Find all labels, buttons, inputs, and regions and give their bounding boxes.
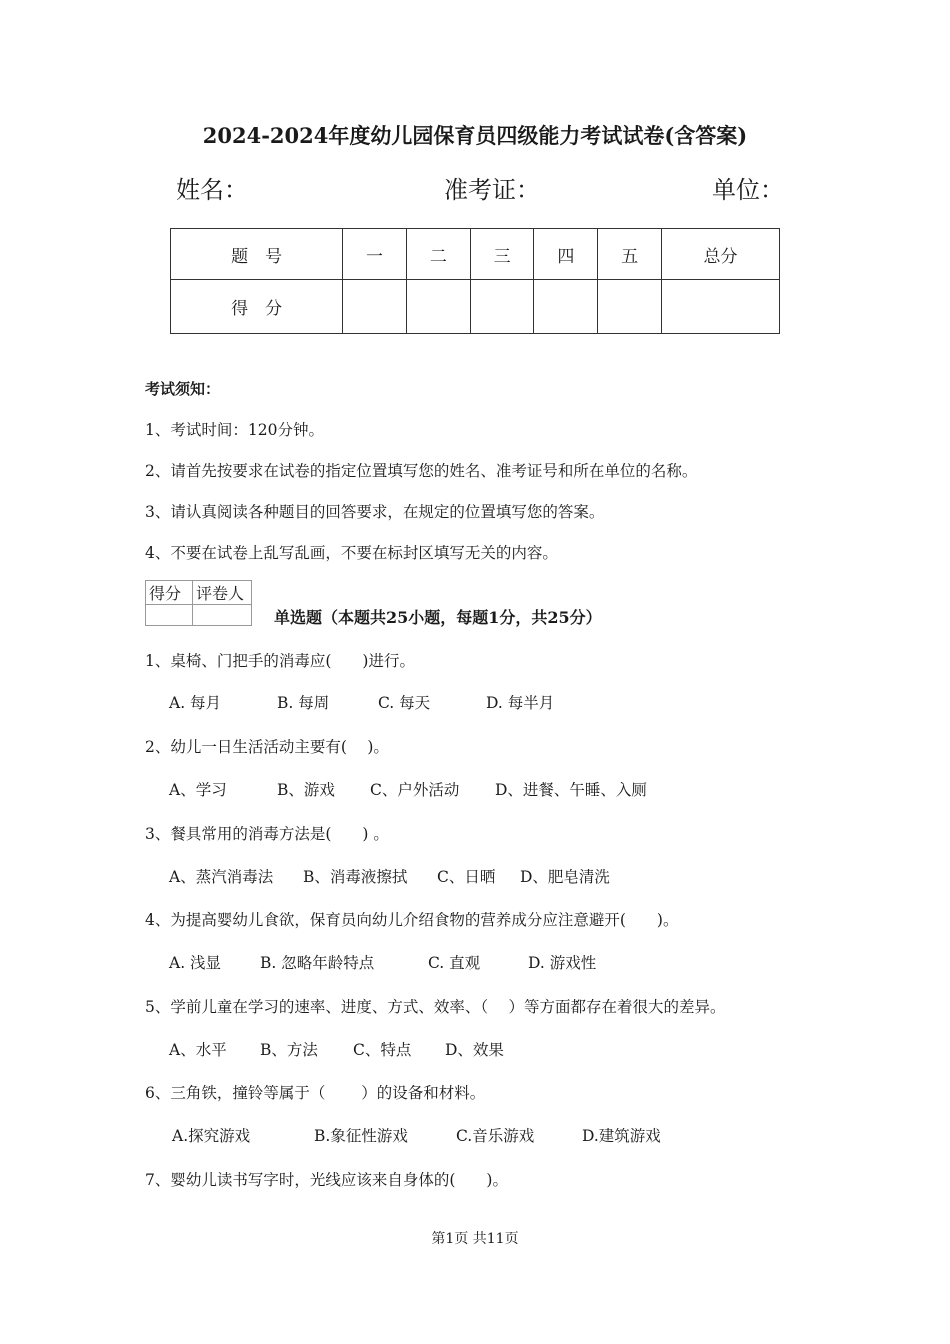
option: C. 直观 xyxy=(428,954,481,972)
score-cell xyxy=(470,280,534,334)
document-title: 2024-2024年度幼儿园保育员四级能力考试试卷(含答案) xyxy=(202,123,748,148)
question-text: 4、为提高婴幼儿食欲，保育员向幼儿介绍食物的营养成分应注意避开( )。 xyxy=(145,911,679,929)
option: A.探究游戏 xyxy=(172,1127,251,1145)
option: A. 每月 xyxy=(169,694,222,712)
score-header-cell: 总分 xyxy=(662,229,780,280)
notice-heading: 考试须知： xyxy=(145,380,221,398)
score-cell xyxy=(598,280,662,334)
score-row-label: 得 分 xyxy=(171,280,343,334)
option: B. 每周 xyxy=(277,694,330,712)
notice-item: 1、考试时间：120分钟。 xyxy=(145,421,324,439)
option: D. 每半月 xyxy=(486,694,555,712)
option: B、方法 xyxy=(260,1041,318,1059)
question-text: 7、婴幼儿读书写字时，光线应该来自身体的( )。 xyxy=(145,1171,508,1189)
option: C、特点 xyxy=(353,1041,412,1059)
option: D.建筑游戏 xyxy=(582,1127,661,1145)
score-cell xyxy=(343,280,407,334)
exam-id-label: 准考证： xyxy=(444,176,540,204)
option: B.象征性游戏 xyxy=(314,1127,408,1145)
score-header-cell: 一 xyxy=(343,229,407,280)
grader-score-cell xyxy=(146,605,193,626)
question-text: 3、餐具常用的消毒方法是( ) 。 xyxy=(145,825,389,843)
option: C.音乐游戏 xyxy=(456,1127,535,1145)
grader-box xyxy=(145,580,252,626)
question-text: 6、三角铁，撞铃等属于（ ）的设备和材料。 xyxy=(145,1084,486,1102)
grader-reviewer-cell xyxy=(193,605,252,626)
question-text: 5、学前儿童在学习的速率、进度、方式、效率、（ ）等方面都存在着很大的差异。 xyxy=(145,998,726,1016)
notice-item: 4、不要在试卷上乱写乱画，不要在标封区填写无关的内容。 xyxy=(145,544,558,562)
option: A、学习 xyxy=(169,781,227,799)
notice-item: 2、请首先按要求在试卷的指定位置填写您的姓名、准考证号和所在单位的名称。 xyxy=(145,462,698,480)
page-footer: 第1页 共11页 xyxy=(431,1231,519,1247)
section-title: 单选题（本题共25小题，每题1分，共25分） xyxy=(274,608,602,627)
score-header-cell: 二 xyxy=(406,229,470,280)
option: C. 每天 xyxy=(378,694,431,712)
option: B、游戏 xyxy=(277,781,335,799)
score-header-cell: 五 xyxy=(598,229,662,280)
score-header-cell: 三 xyxy=(470,229,534,280)
score-cell xyxy=(406,280,470,334)
option: C、户外活动 xyxy=(370,781,460,799)
grader-reviewer-label: 评卷人 xyxy=(193,581,252,605)
option: A、蒸汽消毒法 xyxy=(169,868,274,886)
score-table-score-row xyxy=(171,280,780,334)
question-text: 2、幼儿一日生活活动主要有( )。 xyxy=(145,738,389,756)
score-header-cell: 四 xyxy=(534,229,598,280)
option: B. 忽略年龄特点 xyxy=(260,954,375,972)
notice-item: 3、请认真阅读各种题目的回答要求，在规定的位置填写您的答案。 xyxy=(145,503,605,521)
score-table xyxy=(170,228,780,334)
option: C、日晒 xyxy=(437,868,496,886)
option: D、肥皂清洗 xyxy=(520,868,610,886)
score-cell xyxy=(662,280,780,334)
option: D、效果 xyxy=(445,1041,504,1059)
score-cell xyxy=(534,280,598,334)
score-table-header-row xyxy=(171,229,780,280)
unit-label: 单位： xyxy=(712,176,784,204)
option: A、水平 xyxy=(169,1041,227,1059)
option: A. 浅显 xyxy=(169,954,222,972)
grader-score-label: 得分 xyxy=(146,581,193,605)
option: B、消毒液擦拭 xyxy=(303,868,408,886)
question-text: 1、桌椅、门把手的消毒应( )进行。 xyxy=(145,652,415,670)
name-label: 姓名： xyxy=(176,176,248,204)
option: D. 游戏性 xyxy=(528,954,597,972)
score-header-cell: 题 号 xyxy=(171,229,343,280)
option: D、进餐、午睡、入厕 xyxy=(495,781,647,799)
